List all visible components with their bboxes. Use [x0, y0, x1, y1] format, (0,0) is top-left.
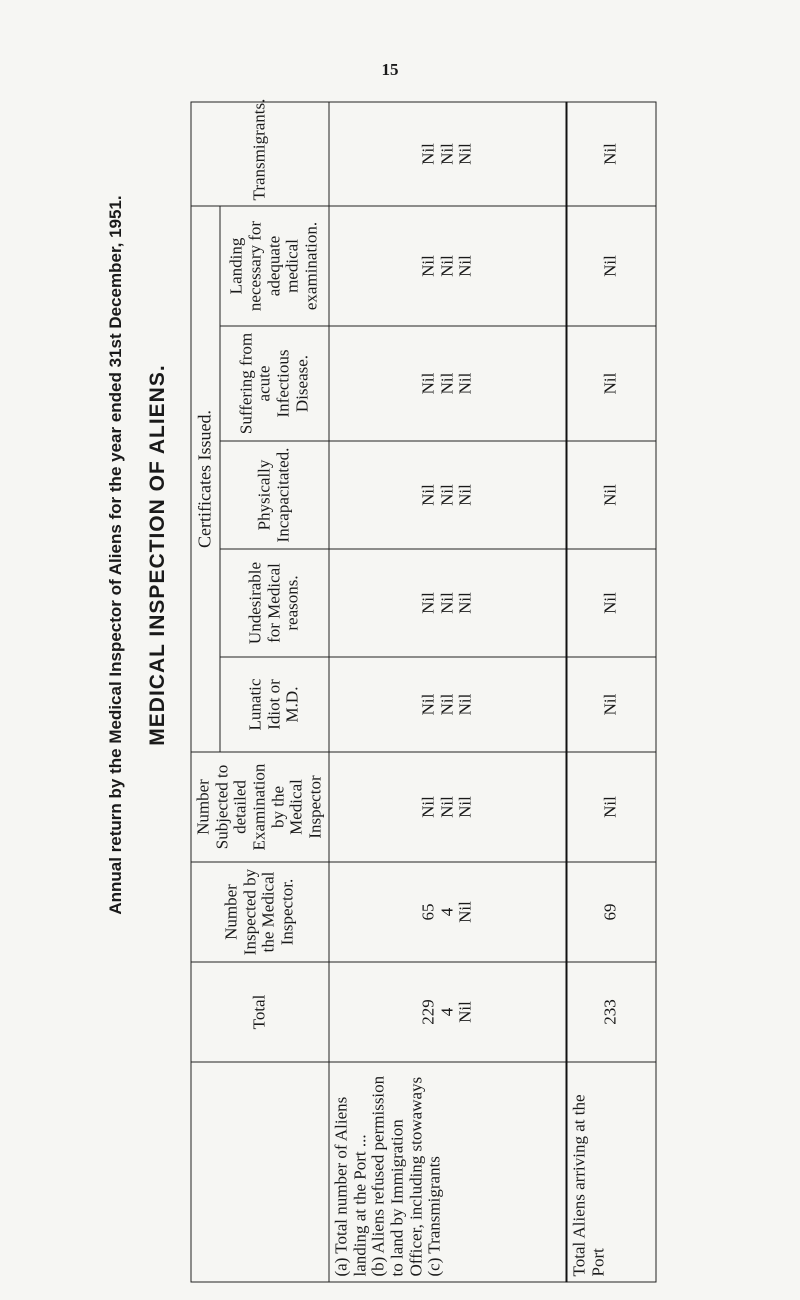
cell-total-group	[329, 962, 567, 1062]
header-transmigrants: Transmigrants.	[191, 101, 329, 205]
header-lunatic: Lunatic Idiot or M.D.	[220, 657, 329, 752]
cell-transmigrants-total: Nil	[566, 101, 655, 205]
row-label-group	[329, 1062, 567, 1282]
page-number: 15	[381, 60, 399, 79]
cell-lunatic-group	[329, 657, 567, 752]
aliens-return-table	[191, 98, 657, 1282]
cell-physically-c: Nil	[455, 483, 475, 506]
aliens-return-table-container	[191, 98, 646, 1282]
cell-lunatic-c: Nil	[455, 693, 475, 715]
cell-landing-group	[329, 205, 567, 325]
header-subjected: Number Subjected to detailed Examination by the Medical Inspector	[191, 752, 329, 862]
cell-suffering-total: Nil	[566, 326, 655, 441]
cell-landing-c: Nil	[455, 254, 475, 277]
row-label-b: (b) Aliens refused permission to land by Immigration Officer, including stowaways	[368, 1075, 426, 1276]
cell-subjected-group	[329, 752, 567, 862]
cell-lunatic-total: Nil	[566, 657, 655, 752]
cell-inspected-a: 65	[418, 903, 438, 920]
cell-transmigrants-a: Nil	[418, 142, 438, 165]
header-certificates-issued: Certificates Issued.	[191, 205, 220, 751]
cell-inspected-group	[329, 862, 567, 962]
cell-total-b: 4	[437, 1007, 457, 1016]
cell-subjected-b: Nil	[437, 795, 457, 818]
cell-subjected-a: Nil	[418, 795, 438, 818]
row-label-total: Total Aliens arriving at the Port	[566, 1062, 655, 1282]
header-total: Total	[191, 962, 329, 1062]
cell-undesirable-group	[329, 549, 567, 657]
header-physically-incapacitated: Physically Incapacitated.	[220, 441, 329, 549]
header-suffering: Suffering from acute Infectious Disease.	[220, 326, 329, 441]
cell-physically-a: Nil	[418, 483, 438, 506]
header-inspected: Number Inspected by the Medical Inspector.	[191, 862, 329, 962]
cell-undesirable-a: Nil	[418, 591, 438, 614]
page-title: MEDICAL INSPECTION OF ALIENS.	[146, 364, 169, 746]
cell-inspected-c: Nil	[455, 900, 475, 923]
cell-suffering-c: Nil	[455, 372, 475, 394]
row-label-c: (c) Transmigrants	[424, 1155, 444, 1276]
header-undesirable: Undesirable for Medical reasons.	[220, 549, 329, 657]
cell-lunatic-b: Nil	[437, 693, 457, 715]
row-label-a: (a) Total number of Aliens landing at the Port ...	[331, 1096, 369, 1276]
cell-subjected-c: Nil	[455, 795, 475, 818]
cell-total-c: Nil	[455, 1000, 475, 1023]
cell-suffering-group	[329, 326, 567, 441]
header-description	[191, 1062, 329, 1282]
page-subtitle: Annual return by the Medical Inspector of Aliens for the year ended 31st December, 1951.	[106, 195, 125, 915]
cell-undesirable-total: Nil	[566, 549, 655, 657]
cell-undesirable-c: Nil	[455, 591, 475, 614]
cell-inspected-total: 69	[566, 862, 655, 962]
table-row-arrivals	[329, 101, 567, 1281]
cell-landing-a: Nil	[418, 254, 438, 277]
cell-lunatic-a: Nil	[418, 693, 438, 715]
cell-total-total: 233	[566, 962, 655, 1062]
cell-landing-total: Nil	[566, 205, 655, 325]
cell-landing-b: Nil	[437, 254, 457, 277]
cell-transmigrants-b: Nil	[437, 142, 457, 165]
cell-suffering-b: Nil	[437, 372, 457, 394]
cell-suffering-a: Nil	[418, 372, 438, 394]
cell-undesirable-b: Nil	[437, 591, 457, 614]
table-row-total	[566, 101, 655, 1281]
cell-physically-b: Nil	[437, 483, 457, 506]
cell-physically-group	[329, 441, 567, 549]
cell-total-a: 229	[418, 998, 438, 1025]
header-landing-necessary: Landing necessary for adequate medical examination.	[220, 205, 329, 325]
header-row-top	[191, 101, 220, 1281]
cell-transmigrants-group	[329, 101, 567, 205]
cell-subjected-total: Nil	[566, 752, 655, 862]
cell-physically-total: Nil	[566, 441, 655, 549]
cell-inspected-b: 4	[437, 907, 457, 916]
cell-transmigrants-c: Nil	[455, 142, 475, 165]
